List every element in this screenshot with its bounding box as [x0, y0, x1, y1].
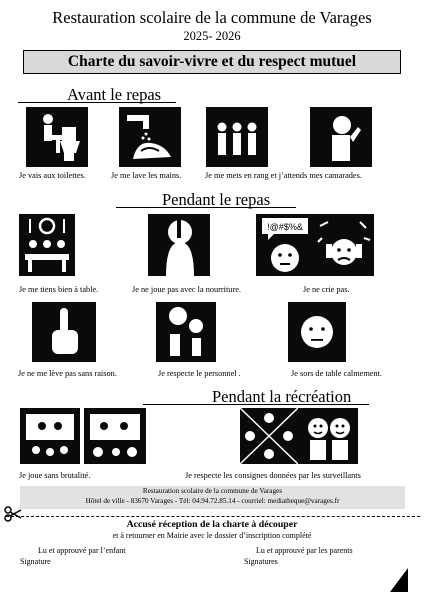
school-year: 2025- 2026: [183, 29, 241, 43]
playing-pictogram-1: [20, 408, 80, 464]
corner-mark: [390, 568, 408, 592]
finger-raised-pictogram: [32, 302, 96, 362]
footer-line-2: Hôtel de ville - 83670 Varages - Tél: 04.94.72.85.14 - courriel: mediatheque@varages.fr: [85, 496, 340, 505]
respect-staff-pictogram: [156, 302, 216, 362]
washing-hands-pictogram: [119, 107, 181, 167]
caption-joue: Je joue sans brutalité.: [19, 471, 91, 480]
caption-sors: Je sors de table calmement.: [291, 369, 383, 378]
receipt-subtitle: et à retourner en Mairie avec le dossier d’inscription complété: [112, 531, 312, 540]
caption-personnel: Je respecte le personnel .: [158, 369, 241, 378]
section-recreation-title: Pendant la récréation: [212, 387, 352, 406]
section-recreation-rule: [143, 404, 369, 405]
line-up-pictogram: [206, 107, 268, 167]
section-avant-title: Avant le repas: [67, 85, 162, 104]
page-title: Restauration scolaire de la commune de Varages: [52, 8, 372, 27]
section-pendant-title: Pendant le repas: [162, 190, 271, 209]
toilet-pictogram: [26, 107, 88, 167]
charter-title: Charte du savoir-vivre et du respect mutuel: [23, 50, 401, 74]
playing-pictogram-2: [84, 408, 146, 464]
parents-approval-label: Lu et approuvé par les parents: [256, 546, 353, 555]
caption-consignes: Je respecte les consignes données par les surveillants: [185, 471, 361, 480]
no-playing-food-pictogram: [148, 214, 210, 276]
section-pendant-rule: [116, 207, 296, 208]
receipt-title: Accusé réception de la charte à découper: [126, 519, 298, 530]
child-approval-label: Lu et approuvé par l’enfant: [38, 546, 126, 555]
supervisors-pictogram: [298, 408, 358, 464]
waiting-pictogram: [310, 107, 372, 167]
caption-rang: Je me mets en rang et j’attends mes camarades.: [205, 171, 362, 180]
caption-mains: Je me lave les mains.: [111, 171, 182, 180]
bubble-text: !@#$%&: [267, 222, 303, 232]
child-signature-label: Signature: [20, 557, 51, 566]
caption-leve: Je ne me lève pas sans raison.: [18, 369, 117, 378]
caption-crie: Je ne crie pas.: [303, 285, 350, 294]
shouting-face-pictogram: [256, 214, 314, 276]
covering-ears-pictogram: [314, 214, 374, 276]
caption-toilettes: Je vais aux toilettes.: [19, 171, 86, 180]
caption-table: Je me tiens bien à table.: [19, 285, 99, 294]
calm-face-pictogram: [288, 302, 346, 362]
caption-nourriture: Je ne joue pas avec la nourriture.: [132, 285, 241, 294]
section-avant-rule: [18, 102, 176, 103]
instructions-pictogram: [240, 408, 298, 464]
cut-line: [6, 516, 420, 517]
contact-footer: [20, 486, 405, 509]
parents-signature-label: Signatures: [244, 557, 278, 566]
table-manners-pictogram: [19, 214, 75, 276]
footer-line-1: Restauration scolaire de la commune de Varages: [142, 487, 283, 495]
